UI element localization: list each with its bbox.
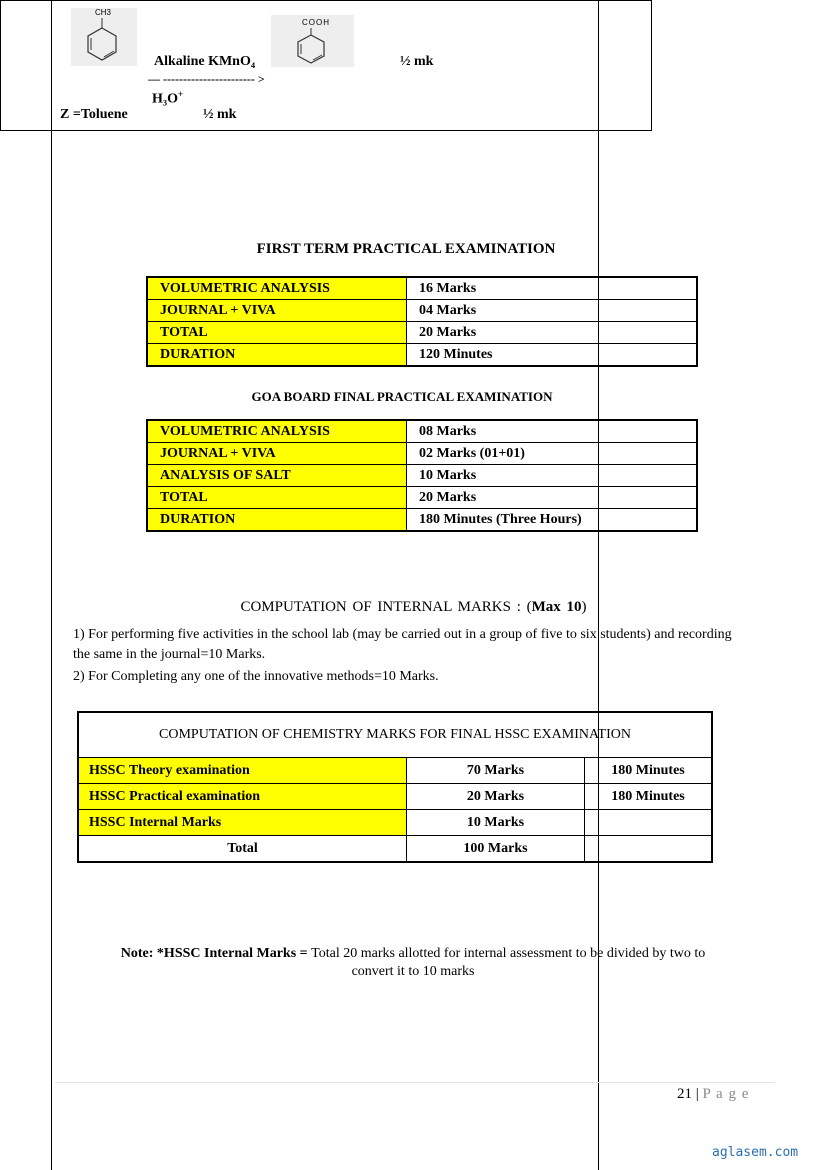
table-row — [147, 487, 697, 509]
box-divider-right — [598, 0, 599, 1170]
table-row — [78, 784, 712, 810]
table-row — [147, 300, 697, 322]
marks-cell: 20 Marks — [407, 784, 585, 810]
acid-formula: H₃O — [152, 91, 178, 107]
page-footer — [677, 1086, 749, 1103]
item-cell: JOURNAL + VIVA — [147, 300, 407, 322]
item-cell: HSSC Practical examination — [78, 784, 407, 810]
page-label: P a g e — [702, 1086, 750, 1102]
box-divider-left — [51, 0, 52, 1170]
item-cell: HSSC Theory examination — [78, 758, 407, 784]
chemistry-marks-table — [77, 711, 713, 863]
methyl-group-label: CH3 — [95, 8, 112, 17]
item-cell: TOTAL — [147, 487, 407, 509]
note-text-2: convert it to 10 marks — [351, 964, 475, 979]
carboxyl-group-label: COOH — [302, 18, 330, 27]
table-row — [78, 758, 712, 784]
value-cell: 20 Marks — [407, 487, 698, 509]
item-cell: VOLUMETRIC ANALYSIS — [147, 420, 407, 443]
duration-cell — [585, 810, 713, 836]
table-row — [147, 277, 697, 300]
reaction-box — [0, 0, 652, 131]
heading-close: ) — [581, 599, 587, 615]
note-text-1: Total 20 marks allotted for internal assessment to be divided by two to — [311, 946, 706, 961]
table-row — [147, 322, 697, 344]
table-title-row — [78, 712, 712, 758]
reaction-arrow: — ----------------------- > — [148, 72, 265, 86]
goa-board-table — [146, 419, 698, 532]
item-cell: VOLUMETRIC ANALYSIS — [147, 277, 407, 300]
table-row — [78, 810, 712, 836]
acid-charge: + — [177, 89, 184, 99]
table-row — [147, 509, 697, 532]
total-label: Total — [78, 836, 407, 863]
acid-workup — [152, 89, 183, 108]
value-cell: 08 Marks — [407, 420, 698, 443]
value-cell: 16 Marks — [407, 277, 698, 300]
heading-max: Max 10 — [531, 599, 582, 615]
item-cell: ANALYSIS OF SALT — [147, 465, 407, 487]
table-row — [147, 443, 697, 465]
value-cell: 04 Marks — [407, 300, 698, 322]
item-cell: JOURNAL + VIVA — [147, 443, 407, 465]
internal-marks-heading — [0, 599, 827, 616]
footer-divider — [55, 1082, 775, 1083]
table-title: COMPUTATION OF CHEMISTRY MARKS FOR FINAL HSSC EXAMINATION — [78, 712, 712, 758]
half-mark-2: ½ mk — [203, 107, 237, 122]
value-cell: 10 Marks — [407, 465, 698, 487]
item-cell: DURATION — [147, 344, 407, 367]
heading-text: COMPUTATION OF INTERNAL MARKS : ( — [240, 599, 532, 615]
value-cell: 120 Minutes — [407, 344, 698, 367]
first-term-title: FIRST TERM PRACTICAL EXAMINATION — [256, 241, 556, 257]
value-cell: 20 Marks — [407, 322, 698, 344]
benzoic-acid-structure — [271, 15, 354, 67]
duration-cell: 180 Minutes — [585, 784, 713, 810]
table-row — [147, 344, 697, 367]
goa-board-title: GOA BOARD FINAL PRACTICAL EXAMINATION — [251, 389, 553, 404]
item-cell: TOTAL — [147, 322, 407, 344]
item-cell: HSSC Internal Marks — [78, 810, 407, 836]
page-separator: | — [695, 1086, 699, 1102]
first-term-table — [146, 276, 698, 367]
value-cell: 02 Marks (01+01) — [407, 443, 698, 465]
table-row — [147, 420, 697, 443]
total-marks: 100 Marks — [407, 836, 585, 863]
marks-cell: 10 Marks — [407, 810, 585, 836]
reagent-text: Alkaline KMnO₄ — [154, 54, 256, 69]
z-identity: Z =Toluene — [60, 107, 128, 122]
note-label: Note: *HSSC Internal Marks = — [120, 946, 312, 961]
value-cell: 180 Minutes (Three Hours) — [407, 509, 698, 532]
item-cell: DURATION — [147, 509, 407, 532]
internal-point-2: 2) For Completing any one of the innovative methods=10 Marks. — [73, 669, 439, 684]
half-mark-1: ½ mk — [400, 54, 434, 69]
table-row — [147, 465, 697, 487]
marks-cell: 70 Marks — [407, 758, 585, 784]
internal-point-1: 1) For performing five activities in the school lab (may be carried out in a group of five to six students) and recording the same in the journal=10 Marks. — [73, 627, 732, 662]
page-number: 21 — [677, 1086, 692, 1102]
benzene-ring-icon — [71, 8, 137, 66]
watermark: aglasem.com — [712, 1145, 799, 1160]
duration-cell: 180 Minutes — [585, 758, 713, 784]
note — [70, 945, 756, 981]
total-row — [78, 836, 712, 863]
empty-cell — [585, 836, 713, 863]
benzene-ring-icon — [271, 15, 354, 67]
toluene-structure — [71, 8, 137, 66]
